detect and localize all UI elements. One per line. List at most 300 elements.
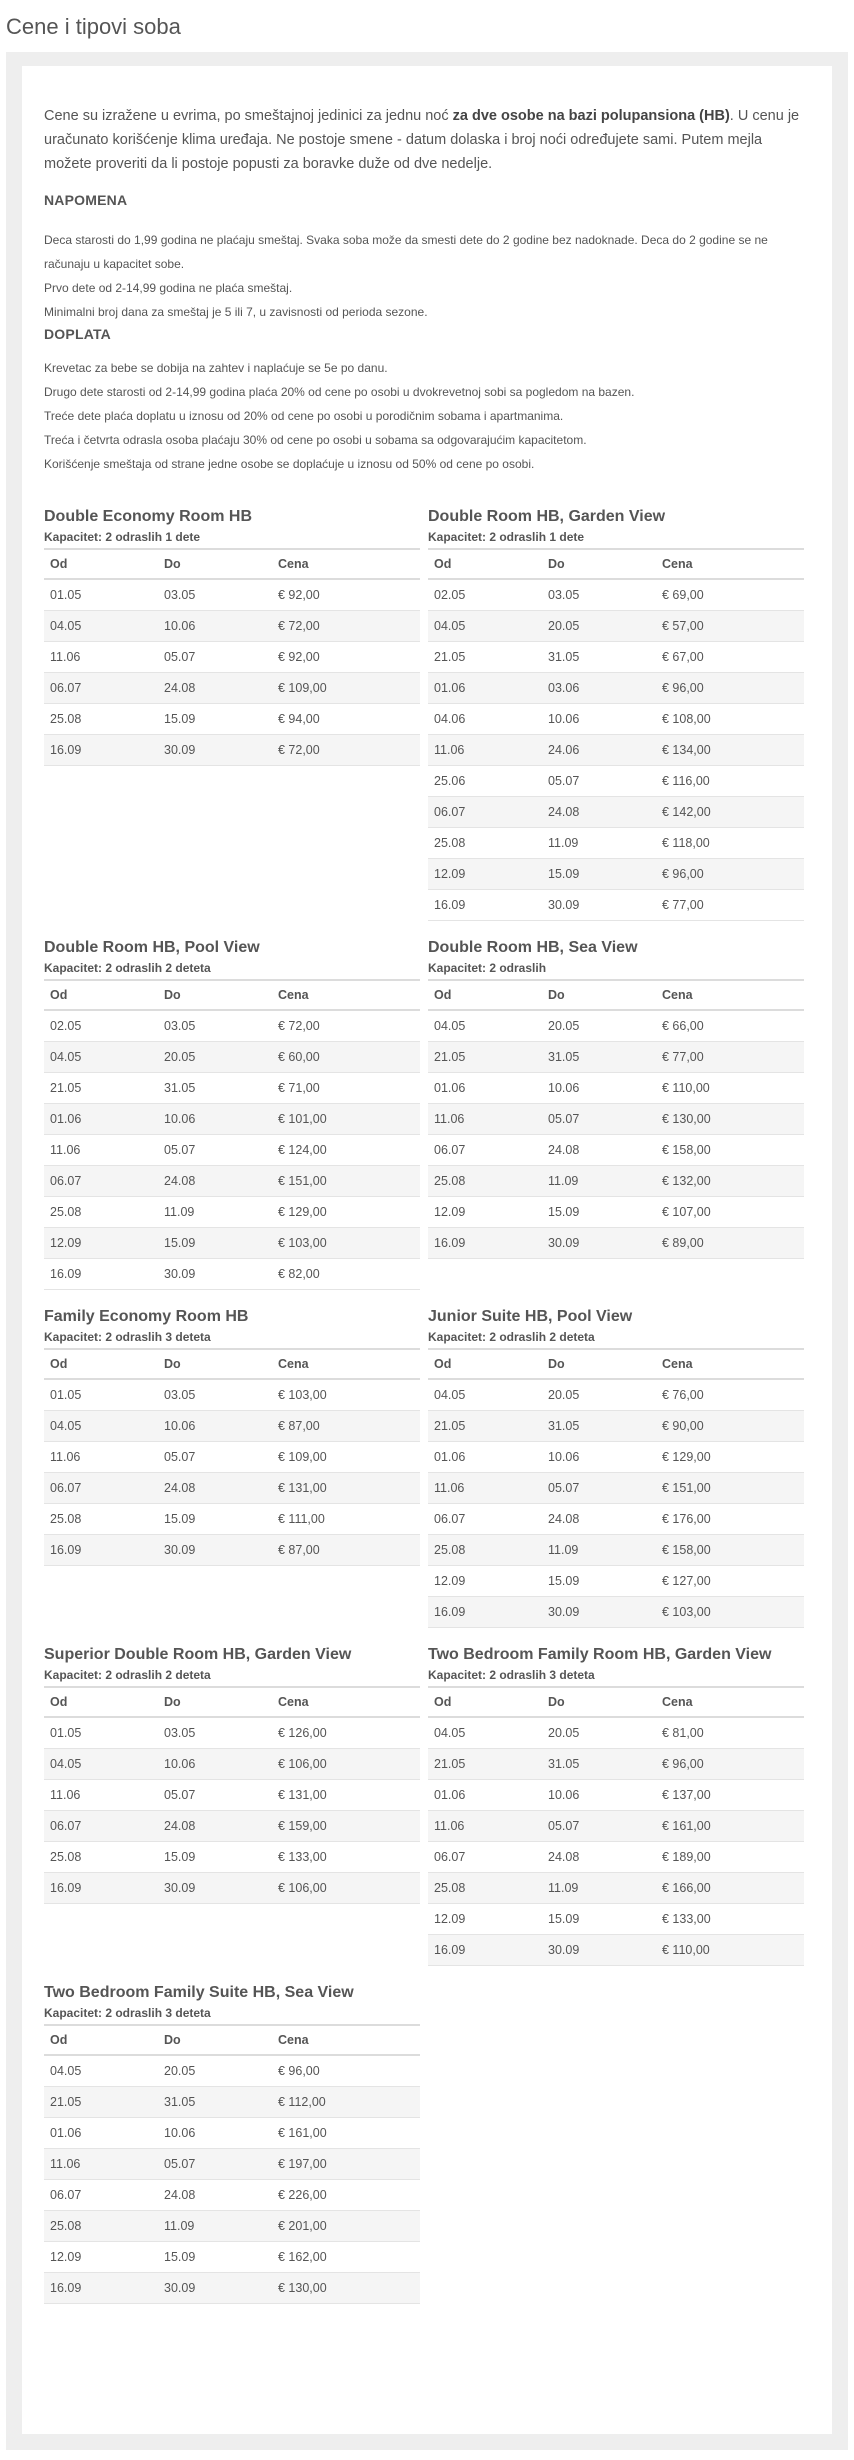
- date-to-cell: 24.08: [542, 1135, 656, 1166]
- date-from-cell: 11.06: [44, 1442, 158, 1473]
- room-card: [44, 506, 420, 921]
- column-header-from: Od: [44, 549, 158, 579]
- price-cell: € 116,00: [656, 766, 804, 797]
- column-header-to: Do: [158, 2025, 272, 2055]
- table-row: [44, 1717, 420, 1749]
- price-cell: € 67,00: [656, 642, 804, 673]
- table-row: [428, 797, 804, 828]
- room-name: Double Room HB, Sea View: [428, 939, 638, 956]
- table-row: [44, 1749, 420, 1780]
- table-header-row: [44, 2025, 420, 2055]
- date-from-cell: 11.06: [428, 1104, 542, 1135]
- price-cell: € 96,00: [656, 1749, 804, 1780]
- table-row: [428, 1842, 804, 1873]
- price-cell: € 130,00: [656, 1104, 804, 1135]
- doplata-line: Drugo dete starosti od 2-14,99 godina plaća 20% od cene po osobi u dvokrevetnoj sobi sa pogledom na bazen.: [44, 385, 635, 399]
- date-to-cell: 05.07: [542, 766, 656, 797]
- column-header-from: Od: [44, 980, 158, 1010]
- price-table: [44, 1348, 420, 1566]
- date-from-cell: 04.05: [44, 1411, 158, 1442]
- price-cell: € 71,00: [272, 1073, 420, 1104]
- room-capacity: Kapacitet: 2 odraslih 1 dete: [428, 530, 585, 544]
- column-header-from: Od: [428, 1687, 542, 1717]
- table-row: [44, 1228, 420, 1259]
- date-to-cell: 30.09: [158, 1873, 272, 1904]
- price-table: [44, 979, 420, 1290]
- date-to-cell: 15.09: [542, 1904, 656, 1935]
- price-cell: € 81,00: [656, 1717, 804, 1749]
- table-row: [44, 2211, 420, 2242]
- date-from-cell: 16.09: [44, 1535, 158, 1566]
- date-to-cell: 24.08: [158, 673, 272, 704]
- date-to-cell: 30.09: [542, 890, 656, 921]
- table-row: [428, 766, 804, 797]
- date-from-cell: 16.09: [428, 1935, 542, 1966]
- date-to-cell: 15.09: [542, 1197, 656, 1228]
- table-header-row: [428, 1687, 804, 1717]
- date-to-cell: 15.09: [158, 1842, 272, 1873]
- napomena-title: NAPOMENA: [44, 192, 128, 208]
- table-row: [44, 1259, 420, 1290]
- date-from-cell: 16.09: [44, 1259, 158, 1290]
- price-cell: € 72,00: [272, 735, 420, 766]
- column-header-price: Cena: [656, 980, 804, 1010]
- table-row: [44, 579, 420, 611]
- date-from-cell: 11.06: [428, 1473, 542, 1504]
- room-card: [428, 1306, 804, 1628]
- price-cell: € 96,00: [272, 2055, 420, 2087]
- price-cell: € 133,00: [272, 1842, 420, 1873]
- date-to-cell: 10.06: [158, 1411, 272, 1442]
- price-cell: € 197,00: [272, 2149, 420, 2180]
- date-to-cell: 11.09: [542, 1535, 656, 1566]
- table-row: [428, 1379, 804, 1411]
- table-row: [44, 2273, 420, 2304]
- intro-text: [44, 104, 810, 176]
- date-to-cell: 20.05: [542, 1010, 656, 1042]
- table-row: [428, 1135, 804, 1166]
- table-row: [428, 1411, 804, 1442]
- column-header-price: Cena: [272, 1349, 420, 1379]
- price-cell: € 87,00: [272, 1535, 420, 1566]
- column-header-to: Do: [542, 549, 656, 579]
- price-cell: € 132,00: [656, 1166, 804, 1197]
- date-to-cell: 31.05: [542, 1749, 656, 1780]
- table-row: [44, 1379, 420, 1411]
- date-to-cell: 24.08: [158, 1166, 272, 1197]
- column-header-from: Od: [428, 980, 542, 1010]
- date-from-cell: 25.08: [44, 2211, 158, 2242]
- table-row: [428, 1566, 804, 1597]
- date-from-cell: 01.05: [44, 1717, 158, 1749]
- date-from-cell: 04.05: [428, 1717, 542, 1749]
- date-to-cell: 10.06: [542, 1073, 656, 1104]
- content-panel: [22, 66, 832, 2434]
- price-cell: € 82,00: [272, 1259, 420, 1290]
- date-from-cell: 06.07: [428, 1504, 542, 1535]
- date-from-cell: 16.09: [44, 735, 158, 766]
- date-from-cell: 25.08: [428, 1873, 542, 1904]
- doplata-title: DOPLATA: [44, 326, 111, 342]
- date-to-cell: 10.06: [542, 1442, 656, 1473]
- content-frame: [6, 52, 848, 2450]
- room-name: Junior Suite HB, Pool View: [428, 1308, 633, 1325]
- table-row: [44, 1473, 420, 1504]
- table-row: [44, 2149, 420, 2180]
- date-to-cell: 30.09: [542, 1228, 656, 1259]
- date-to-cell: 30.09: [158, 2273, 272, 2304]
- date-from-cell: 21.05: [44, 2087, 158, 2118]
- price-cell: € 109,00: [272, 1442, 420, 1473]
- date-from-cell: 16.09: [428, 890, 542, 921]
- price-cell: € 103,00: [272, 1228, 420, 1259]
- date-to-cell: 05.07: [158, 1780, 272, 1811]
- room-name: Two Bedroom Family Room HB, Garden View: [428, 1646, 772, 1663]
- date-to-cell: 24.08: [542, 1842, 656, 1873]
- table-row: [44, 1411, 420, 1442]
- price-cell: € 101,00: [272, 1104, 420, 1135]
- date-to-cell: 31.05: [542, 642, 656, 673]
- date-to-cell: 05.07: [542, 1104, 656, 1135]
- date-from-cell: 11.06: [44, 2149, 158, 2180]
- price-cell: € 76,00: [656, 1379, 804, 1411]
- price-cell: € 109,00: [272, 673, 420, 704]
- date-from-cell: 06.07: [44, 2180, 158, 2211]
- date-from-cell: 12.09: [428, 1904, 542, 1935]
- date-from-cell: 12.09: [44, 1228, 158, 1259]
- table-row: [44, 1197, 420, 1228]
- date-from-cell: 12.09: [44, 2242, 158, 2273]
- price-table: [428, 1686, 804, 1966]
- date-to-cell: 05.07: [542, 1473, 656, 1504]
- price-table: [428, 979, 804, 1259]
- date-to-cell: 24.08: [158, 1811, 272, 1842]
- price-cell: € 66,00: [656, 1010, 804, 1042]
- price-table: [44, 2024, 420, 2304]
- date-from-cell: 04.05: [428, 611, 542, 642]
- table-header-row: [44, 980, 420, 1010]
- room-card: [428, 1644, 804, 1966]
- date-from-cell: 04.05: [428, 1010, 542, 1042]
- table-row: [44, 1042, 420, 1073]
- date-to-cell: 20.05: [542, 611, 656, 642]
- price-cell: € 103,00: [656, 1597, 804, 1628]
- column-header-to: Do: [158, 980, 272, 1010]
- price-cell: € 110,00: [656, 1073, 804, 1104]
- table-row: [428, 1904, 804, 1935]
- date-to-cell: 10.06: [542, 704, 656, 735]
- price-cell: € 72,00: [272, 611, 420, 642]
- date-from-cell: 25.08: [44, 704, 158, 735]
- date-from-cell: 12.09: [428, 1566, 542, 1597]
- column-header-from: Od: [428, 549, 542, 579]
- room-price-grid: [44, 506, 810, 2304]
- price-cell: € 69,00: [656, 579, 804, 611]
- date-from-cell: 11.06: [44, 1780, 158, 1811]
- date-to-cell: 11.09: [158, 1197, 272, 1228]
- table-row: [428, 673, 804, 704]
- table-row: [428, 611, 804, 642]
- date-to-cell: 20.05: [542, 1717, 656, 1749]
- napomena-line: Deca starosti do 1,99 godina ne plaćaju smeštaj. Svaka soba može da smesti dete do 2 godine bez nadoknade. Deca do 2 godine se ne računaju u kapacitet sobe.: [44, 233, 768, 271]
- price-cell: € 131,00: [272, 1473, 420, 1504]
- date-to-cell: 20.05: [542, 1379, 656, 1411]
- room-card: [428, 506, 804, 921]
- table-row: [44, 642, 420, 673]
- column-header-price: Cena: [656, 549, 804, 579]
- doplata-line: Korišćenje smeštaja od strane jedne osobe se doplaćuje u iznosu od 50% od cene po osobi.: [44, 457, 535, 471]
- price-cell: € 133,00: [656, 1904, 804, 1935]
- date-to-cell: 11.09: [542, 1166, 656, 1197]
- table-row: [44, 2180, 420, 2211]
- price-cell: € 166,00: [656, 1873, 804, 1904]
- date-to-cell: 24.08: [158, 2180, 272, 2211]
- napomena-list: [44, 228, 810, 324]
- table-row: [44, 1166, 420, 1197]
- price-cell: € 92,00: [272, 579, 420, 611]
- table-row: [44, 1811, 420, 1842]
- date-to-cell: 03.05: [158, 579, 272, 611]
- table-header-row: [428, 1349, 804, 1379]
- table-row: [428, 1104, 804, 1135]
- date-from-cell: 01.05: [44, 579, 158, 611]
- date-to-cell: 11.09: [542, 828, 656, 859]
- price-cell: € 89,00: [656, 1228, 804, 1259]
- date-from-cell: 01.06: [428, 673, 542, 704]
- date-to-cell: 15.09: [542, 859, 656, 890]
- price-cell: € 162,00: [272, 2242, 420, 2273]
- date-to-cell: 20.05: [158, 2055, 272, 2087]
- date-from-cell: 06.07: [44, 1811, 158, 1842]
- doplata-line: Treća i četvrta odrasla osoba plaćaju 30% od cene po osobi u sobama sa odgovarajućim kapacitetom.: [44, 433, 587, 447]
- date-from-cell: 21.05: [428, 1749, 542, 1780]
- date-to-cell: 10.06: [542, 1780, 656, 1811]
- date-from-cell: 06.07: [44, 1473, 158, 1504]
- date-to-cell: 15.09: [158, 2242, 272, 2273]
- table-row: [428, 890, 804, 921]
- price-cell: € 158,00: [656, 1135, 804, 1166]
- price-cell: € 72,00: [272, 1010, 420, 1042]
- price-cell: € 94,00: [272, 704, 420, 735]
- room-name: Double Economy Room HB: [44, 508, 253, 525]
- date-to-cell: 31.05: [542, 1042, 656, 1073]
- date-from-cell: 06.07: [44, 673, 158, 704]
- table-header-row: [44, 1349, 420, 1379]
- date-to-cell: 15.09: [158, 704, 272, 735]
- table-row: [44, 673, 420, 704]
- room-capacity: Kapacitet: 2 odraslih 2 deteta: [428, 1330, 595, 1344]
- date-to-cell: 30.09: [158, 1259, 272, 1290]
- room-capacity: Kapacitet: 2 odraslih 1 dete: [44, 530, 201, 544]
- table-row: [428, 1042, 804, 1073]
- price-cell: € 129,00: [656, 1442, 804, 1473]
- table-row: [44, 735, 420, 766]
- price-cell: € 106,00: [272, 1873, 420, 1904]
- table-row: [428, 1442, 804, 1473]
- price-cell: € 159,00: [272, 1811, 420, 1842]
- table-row: [44, 1135, 420, 1166]
- date-to-cell: 31.05: [158, 1073, 272, 1104]
- table-row: [428, 735, 804, 766]
- column-header-price: Cena: [656, 1687, 804, 1717]
- table-row: [428, 1935, 804, 1966]
- table-row: [428, 1473, 804, 1504]
- price-cell: € 134,00: [656, 735, 804, 766]
- date-from-cell: 06.07: [428, 1135, 542, 1166]
- column-header-price: Cena: [272, 2025, 420, 2055]
- price-table: [428, 548, 804, 921]
- price-cell: € 129,00: [272, 1197, 420, 1228]
- date-from-cell: 11.06: [44, 642, 158, 673]
- price-cell: € 103,00: [272, 1379, 420, 1411]
- date-to-cell: 11.09: [542, 1873, 656, 1904]
- room-name: Two Bedroom Family Suite HB, Sea View: [44, 1984, 354, 2001]
- table-row: [428, 579, 804, 611]
- table-row: [428, 1073, 804, 1104]
- table-row: [428, 1535, 804, 1566]
- table-row: [428, 1228, 804, 1259]
- date-from-cell: 25.06: [428, 766, 542, 797]
- price-cell: € 87,00: [272, 1411, 420, 1442]
- date-to-cell: 30.09: [542, 1597, 656, 1628]
- date-from-cell: 01.06: [44, 1104, 158, 1135]
- date-to-cell: 24.08: [158, 1473, 272, 1504]
- date-from-cell: 21.05: [44, 1073, 158, 1104]
- price-cell: € 127,00: [656, 1566, 804, 1597]
- column-header-price: Cena: [272, 980, 420, 1010]
- room-capacity: Kapacitet: 2 odraslih 3 deteta: [428, 1668, 595, 1682]
- room-capacity: Kapacitet: 2 odraslih 2 deteta: [44, 1668, 211, 1682]
- table-row: [44, 1010, 420, 1042]
- date-to-cell: 10.06: [158, 1104, 272, 1135]
- date-to-cell: 05.07: [158, 2149, 272, 2180]
- price-table: [44, 548, 420, 766]
- date-from-cell: 16.09: [428, 1228, 542, 1259]
- table-row: [44, 1535, 420, 1566]
- date-to-cell: 10.06: [158, 1749, 272, 1780]
- table-row: [44, 1104, 420, 1135]
- table-row: [44, 2242, 420, 2273]
- date-from-cell: 06.07: [428, 797, 542, 828]
- date-from-cell: 12.09: [428, 1197, 542, 1228]
- price-cell: € 112,00: [272, 2087, 420, 2118]
- date-to-cell: 30.09: [158, 735, 272, 766]
- room-capacity: Kapacitet: 2 odraslih 2 deteta: [44, 961, 211, 975]
- price-cell: € 108,00: [656, 704, 804, 735]
- date-to-cell: 11.09: [158, 2211, 272, 2242]
- table-row: [44, 1780, 420, 1811]
- date-from-cell: 01.06: [428, 1442, 542, 1473]
- price-cell: € 96,00: [656, 859, 804, 890]
- column-header-price: Cena: [656, 1349, 804, 1379]
- room-name: Double Room HB, Pool View: [44, 939, 260, 956]
- date-from-cell: 21.05: [428, 1411, 542, 1442]
- date-from-cell: 25.08: [428, 1166, 542, 1197]
- room-name: Family Economy Room HB: [44, 1308, 249, 1325]
- table-row: [428, 828, 804, 859]
- table-row: [44, 1842, 420, 1873]
- price-cell: € 151,00: [272, 1166, 420, 1197]
- table-row: [428, 1873, 804, 1904]
- doplata-line: Treće dete plaća doplatu u iznosu od 20% od cene po osobi u porodičnim sobama i apartmanima.: [44, 409, 564, 423]
- column-header-price: Cena: [272, 549, 420, 579]
- price-cell: € 60,00: [272, 1042, 420, 1073]
- price-cell: € 124,00: [272, 1135, 420, 1166]
- price-cell: € 161,00: [656, 1811, 804, 1842]
- table-row: [428, 1197, 804, 1228]
- date-to-cell: 20.05: [158, 1042, 272, 1073]
- table-row: [44, 1873, 420, 1904]
- date-to-cell: 30.09: [158, 1535, 272, 1566]
- table-row: [428, 1010, 804, 1042]
- date-to-cell: 15.09: [158, 1228, 272, 1259]
- date-to-cell: 05.07: [542, 1811, 656, 1842]
- column-header-to: Do: [542, 980, 656, 1010]
- price-cell: € 137,00: [656, 1780, 804, 1811]
- date-to-cell: 05.07: [158, 642, 272, 673]
- column-header-from: Od: [428, 1349, 542, 1379]
- date-from-cell: 25.08: [428, 828, 542, 859]
- table-row: [428, 1597, 804, 1628]
- date-from-cell: 04.05: [44, 2055, 158, 2087]
- table-row: [428, 704, 804, 735]
- column-header-to: Do: [158, 1349, 272, 1379]
- date-to-cell: 24.08: [542, 1504, 656, 1535]
- date-to-cell: 03.05: [158, 1010, 272, 1042]
- column-header-to: Do: [542, 1349, 656, 1379]
- price-cell: € 77,00: [656, 1042, 804, 1073]
- price-cell: € 158,00: [656, 1535, 804, 1566]
- price-cell: € 126,00: [272, 1717, 420, 1749]
- table-row: [428, 1504, 804, 1535]
- date-to-cell: 24.08: [542, 797, 656, 828]
- date-from-cell: 04.05: [44, 1042, 158, 1073]
- date-from-cell: 16.09: [44, 1873, 158, 1904]
- price-table: [44, 1686, 420, 1904]
- table-row: [428, 1749, 804, 1780]
- room-name: Double Room HB, Garden View: [428, 508, 666, 525]
- price-cell: € 57,00: [656, 611, 804, 642]
- table-row: [44, 2118, 420, 2149]
- date-to-cell: 15.09: [158, 1504, 272, 1535]
- date-from-cell: 01.06: [428, 1073, 542, 1104]
- column-header-from: Od: [44, 1349, 158, 1379]
- date-to-cell: 31.05: [158, 2087, 272, 2118]
- price-cell: € 77,00: [656, 890, 804, 921]
- room-card: [44, 1306, 420, 1628]
- date-from-cell: 25.08: [428, 1535, 542, 1566]
- date-from-cell: 11.06: [428, 735, 542, 766]
- price-cell: € 96,00: [656, 673, 804, 704]
- price-cell: € 226,00: [272, 2180, 420, 2211]
- date-to-cell: 03.05: [542, 579, 656, 611]
- room-card: [44, 1982, 420, 2304]
- room-capacity: Kapacitet: 2 odraslih 3 deteta: [44, 2006, 211, 2020]
- price-cell: € 151,00: [656, 1473, 804, 1504]
- price-cell: € 189,00: [656, 1842, 804, 1873]
- date-to-cell: 05.07: [158, 1442, 272, 1473]
- table-row: [428, 1717, 804, 1749]
- price-cell: € 161,00: [272, 2118, 420, 2149]
- date-from-cell: 11.06: [44, 1135, 158, 1166]
- table-row: [44, 2055, 420, 2087]
- date-from-cell: 16.09: [428, 1597, 542, 1628]
- table-row: [44, 1504, 420, 1535]
- table-row: [428, 859, 804, 890]
- date-to-cell: 03.06: [542, 673, 656, 704]
- column-header-from: Od: [44, 1687, 158, 1717]
- date-from-cell: 04.05: [428, 1379, 542, 1411]
